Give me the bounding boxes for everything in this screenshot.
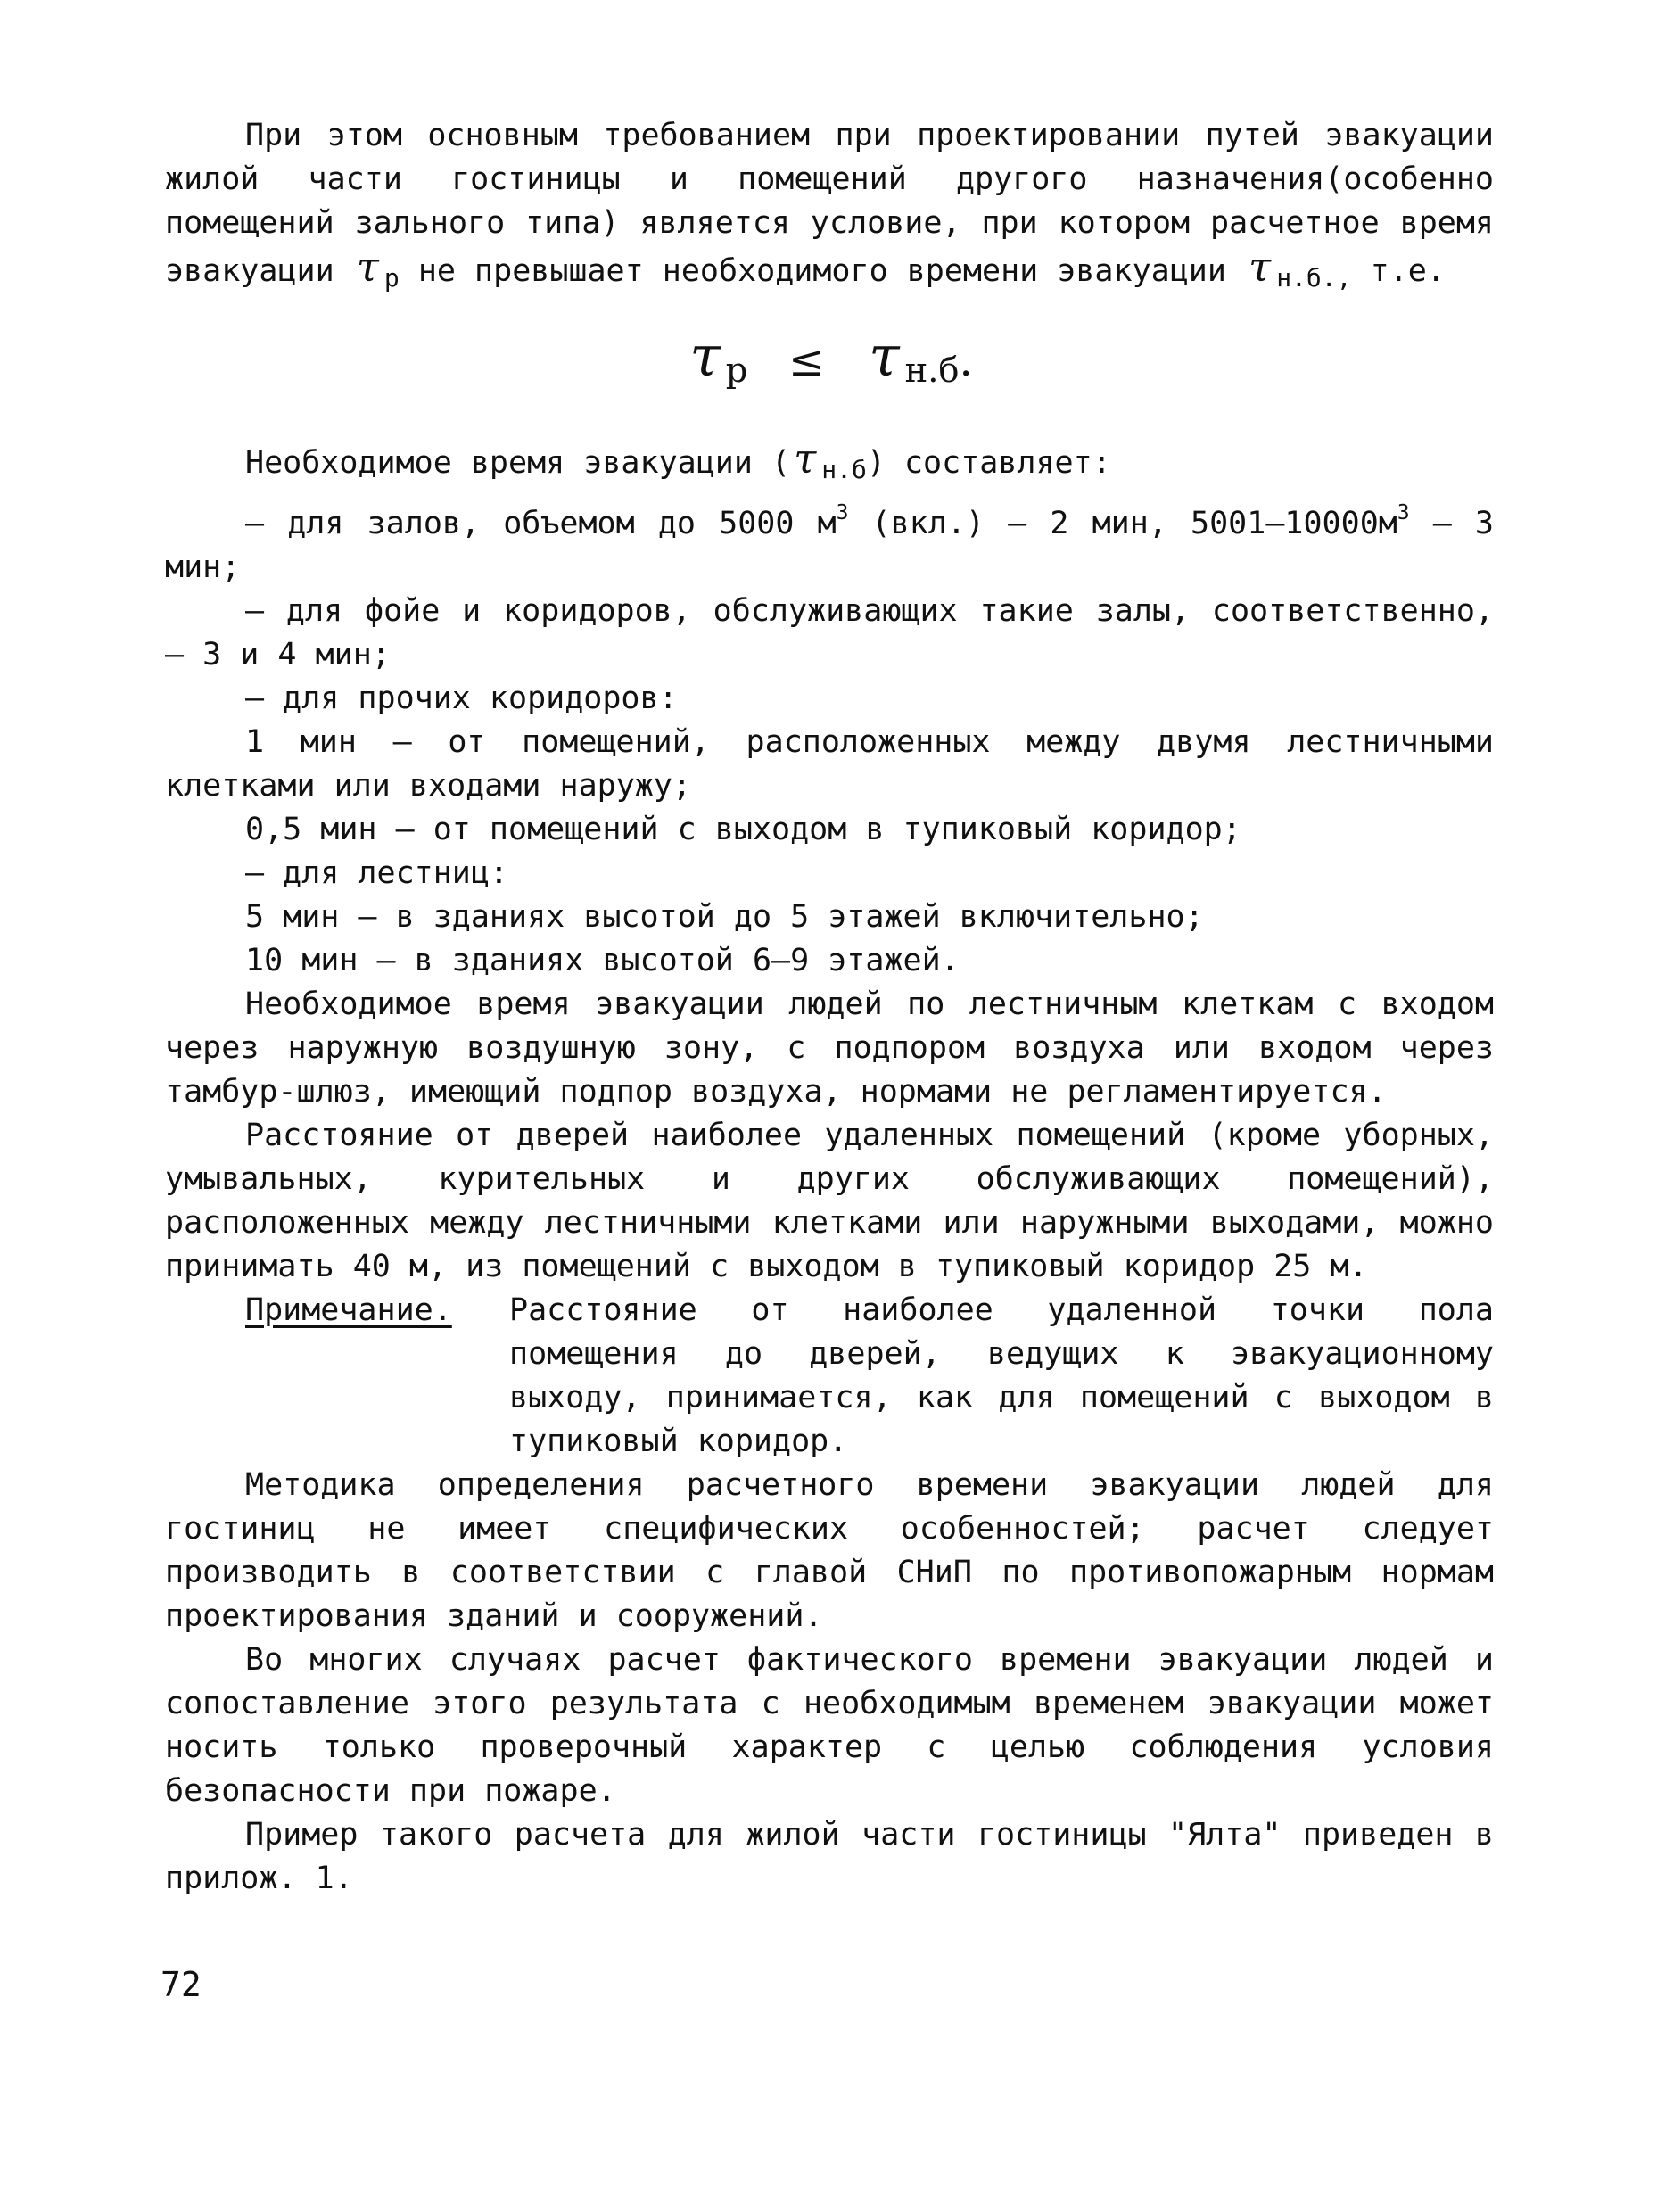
formula-end: . [959,335,973,386]
note-text: Расстояние от наиболее удаленной точки пола помещения до дверей, ведущих к эвакуационному выходу, принимается, как для помещений с выходом в тупиковый коридор. [509,1292,1494,1459]
list-item-other-corridors: – для прочих коридоров: [245,680,678,716]
tau-symbol: τ [869,323,900,389]
note-label: Примечание. [245,1292,452,1328]
formula-relation: ≤ [788,335,825,386]
tau-symbol: τ [689,323,721,389]
required-lead-end: ) составляет: [866,445,1111,482]
formula-left-subscript: р [725,351,748,392]
page-body [165,114,1494,1901]
intro-text-1: При этом основным требованием при проектировании путей эвакуации жилой части гостиницы и помещений другого назначения(особенно помещений зального типа) является условие, при котором расчетное время эвакуации [165,118,1494,289]
list-item-foyer: – для фойе и коридоров, обслуживающих такие залы, соответственно, – 3 и 4 мин; [165,592,1494,673]
intro-text-2: не превышает необходимого времени эвакуации [417,253,1226,289]
halls-sup-1: 3 [836,500,849,524]
formula-right-subscript: н.б [904,351,960,392]
stairwells-paragraph: Необходимое время эвакуации людей по лестничным клеткам с входом через наружную воздушную зону, с подпором воздуха или входом через тамбур-шлюз, имеющий подпор воздуха, нормами не регламентируется. [165,986,1494,1110]
list-item-ten-min: 10 мин – в зданиях высотой 6–9 этажей. [245,942,960,978]
distance-paragraph: Расстояние от дверей наиболее удаленных помещений (кроме уборных, умывальных, курительных и других обслуживающих помещений), расположенных между лестничными клетками или наружными выходами, можно принимать 40 м, из помещений с выходом в тупиковый коридор 25 м. [165,1117,1494,1284]
list-item-stairs: – для лестниц: [245,854,509,891]
intro-paragraph [165,114,1494,300]
intro-text-3: т.е. [1370,253,1446,289]
list-item-half-min: 0,5 мин – от помещений с выходом в тупиковый коридор; [245,811,1241,847]
check-paragraph: Во многих случаях расчет фактического времени эвакуации людей и сопоставление этого результата с необходимым временем эвакуации может носить только проверочный характер с целью соблюдения условия безопасности при пожаре. [165,1641,1494,1809]
required-time-lead [165,437,1494,491]
halls-sup-2: 3 [1397,500,1410,524]
halls-text-a: – для залов, объемом до 5000 м [245,505,837,541]
list-item-five-min: 5 мин – в зданиях высотой до 5 этажей включительно; [245,898,1204,935]
method-paragraph: Методика определения расчетного времени эвакуации людей для гостиниц не имеет специфических особенностей; расчет следует производить в соответствии с главой СНиП по противопожарным нормам проектирования зданий и сооружений. [165,1466,1494,1634]
tau-symbol: τ [1249,243,1272,291]
list-item-halls [165,491,1494,590]
halls-text-c: – 3 мин; [165,505,1495,585]
condition-formula [165,323,1494,393]
tau-symbol: τ [356,243,379,291]
note-block [165,1289,1494,1464]
tau-symbol: τ [794,435,817,483]
required-lead-text: Необходимое время эвакуации ( [245,445,791,482]
tau-nb-subscript: н.б., [1276,262,1352,293]
example-paragraph: Пример такого расчета для жилой части гостиницы "Ялта" приведен в прилож. 1. [165,1816,1494,1896]
tau-r-subscript: р [383,262,400,293]
halls-text-b: (вкл.) – 2 мин, 5001–10000м [848,505,1397,541]
page-number: 72 [161,1965,202,2004]
required-lead-subscript: н.б [821,454,867,484]
list-item-one-min: 1 мин – от помещений, расположенных между двумя лестничными клетками или входами наружу; [165,723,1494,804]
